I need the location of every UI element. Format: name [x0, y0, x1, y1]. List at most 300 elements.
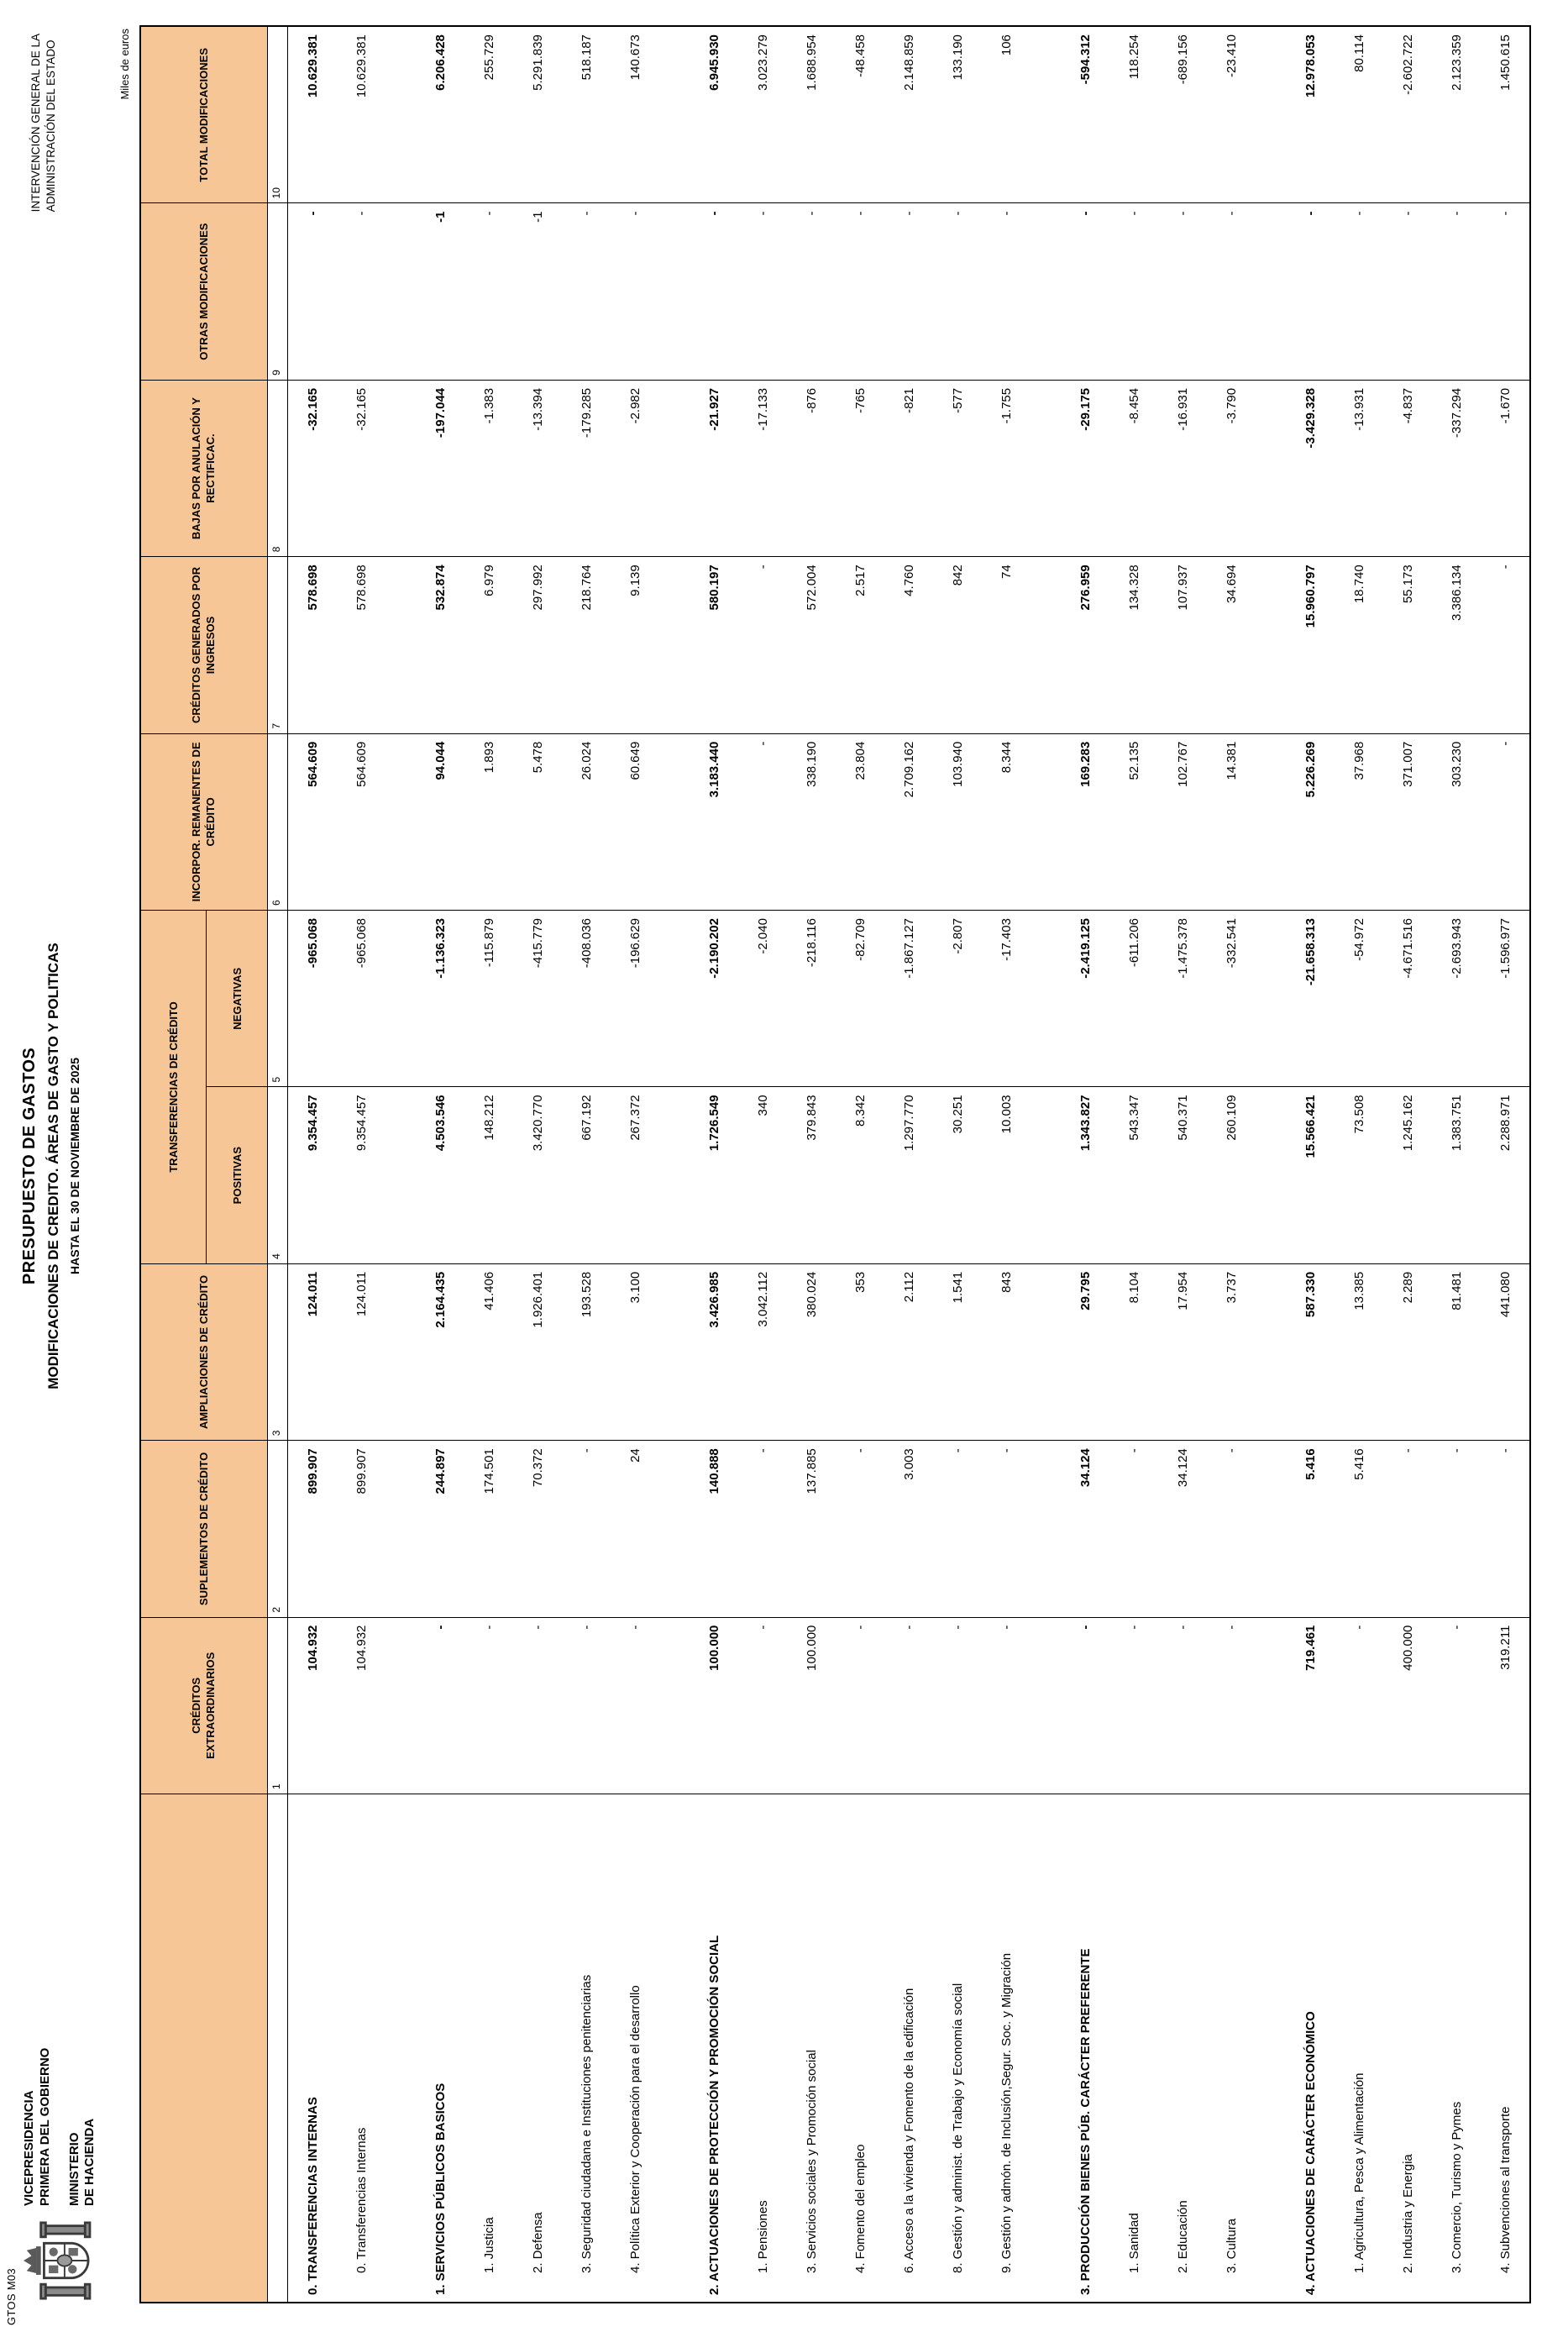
value-cell: -415.779 [513, 911, 562, 1087]
value-cell: 2.288.971 [1481, 1087, 1529, 1263]
value-cell: 441.080 [1481, 1264, 1529, 1441]
header-cell: BAJAS POR ANULACIÓN Y RECTIFICAC. [141, 381, 267, 557]
value-cell: 3.100 [611, 1264, 659, 1441]
value-cell: - [1207, 203, 1256, 380]
row-label: 3. Servicios sociales y Promoción social [804, 2050, 819, 2273]
value-cell: 9.354.457 [288, 1087, 337, 1263]
value-cell: - [1109, 203, 1158, 380]
value-cell: -3.429.328 [1286, 381, 1335, 557]
value-cell: 94.044 [416, 734, 464, 911]
table-row [562, 27, 611, 2302]
agency-line: ADMINISTRACIÓN DEL ESTADO [45, 39, 58, 213]
value-cell: 29.795 [1061, 1264, 1109, 1441]
column-number: 6 [268, 734, 287, 911]
value-cell: 338.190 [787, 734, 836, 911]
value-cell: -196.629 [611, 911, 659, 1087]
value-cell: -13.394 [513, 381, 562, 557]
value-cell: -2.807 [933, 911, 982, 1087]
value-cell: -8.454 [1109, 381, 1158, 557]
value-cell: - [884, 1618, 933, 1794]
table-row [1158, 27, 1207, 2302]
value-cell: 140.673 [611, 27, 659, 203]
value-cell: 14.381 [1207, 734, 1256, 911]
value-cell: - [1207, 1441, 1256, 1617]
value-cell: -876 [787, 381, 836, 557]
value-cell: -32.165 [337, 381, 385, 557]
row-label: 3. Comercio, Turismo y Pymes [1449, 2101, 1464, 2273]
header-cell: AMPLIACIONES DE CRÉDITO [141, 1264, 267, 1441]
row-label: 2. Defensa [530, 2212, 545, 2273]
title-line-1: PRESUPUESTO DE GASTOS [20, 1047, 39, 1285]
value-cell: 106 [982, 27, 1030, 203]
value-cell: 12.978.053 [1286, 27, 1335, 203]
value-cell: - [836, 203, 884, 380]
table-row [416, 27, 464, 2302]
value-cell: -2.419.125 [1061, 911, 1109, 1087]
value-cell: - [464, 203, 513, 380]
value-cell: - [513, 1618, 562, 1794]
value-cell: - [1109, 1618, 1158, 1794]
value-cell: 118.254 [1109, 27, 1158, 203]
value-cell: 41.406 [464, 1264, 513, 1441]
value-cell: -689.156 [1158, 27, 1207, 203]
column-number [268, 1794, 287, 2302]
row-label: 3. Cultura [1224, 2218, 1239, 2273]
value-cell: -1 [513, 203, 562, 380]
table-row [1109, 27, 1158, 2302]
value-cell: - [982, 1618, 1030, 1794]
value-cell: -54.972 [1335, 911, 1383, 1087]
value-cell: -23.410 [1207, 27, 1256, 203]
value-cell: 10.003 [982, 1087, 1030, 1263]
value-cell: 572.004 [787, 557, 836, 733]
value-cell: 2.289 [1383, 1264, 1432, 1441]
value-cell: 30.251 [933, 1087, 982, 1263]
value-cell: 564.609 [288, 734, 337, 911]
table-row [1207, 27, 1256, 2302]
value-cell: 1.343.827 [1061, 1087, 1109, 1263]
value-cell: - [738, 557, 787, 733]
value-cell: 100.000 [690, 1618, 738, 1794]
value-cell: 9.354.457 [337, 1087, 385, 1263]
value-cell: -1.383 [464, 381, 513, 557]
table-body [288, 27, 1529, 2302]
document-title [20, 0, 81, 2332]
value-cell: - [464, 1618, 513, 1794]
value-cell: - [1158, 1618, 1207, 1794]
value-cell: - [1432, 203, 1481, 380]
value-cell: 133.190 [933, 27, 982, 203]
value-cell: 73.508 [1335, 1087, 1383, 1263]
value-cell: -29.175 [1061, 381, 1109, 557]
table-row [611, 27, 659, 2302]
value-cell: 13.385 [1335, 1264, 1383, 1441]
row-label: 3. Seguridad ciudadana e Instituciones penitenciarias [579, 1974, 594, 2273]
value-cell: 60.649 [611, 734, 659, 911]
value-cell: 4.760 [884, 557, 933, 733]
value-cell: 102.767 [1158, 734, 1207, 911]
value-cell: -4.837 [1383, 381, 1432, 557]
value-cell: - [982, 1441, 1030, 1617]
row-label: 0. TRANSFERENCIAS INTERNAS [305, 2097, 320, 2295]
value-cell: -2.982 [611, 381, 659, 557]
value-cell: 3.420.770 [513, 1087, 562, 1263]
value-cell: 2.164.435 [416, 1264, 464, 1441]
value-cell: 353 [836, 1264, 884, 1441]
value-cell: -4.671.516 [1383, 911, 1432, 1087]
value-cell: - [1383, 1441, 1432, 1617]
row-label: 4. Fomento del empleo [852, 2144, 868, 2273]
value-cell: -965.068 [337, 911, 385, 1087]
value-cell: - [562, 1618, 611, 1794]
table-row [513, 27, 562, 2302]
column-number: 2 [268, 1441, 287, 1617]
row-label: 2. ACTUACIONES DE PROTECCIÓN Y PROMOCIÓN SOCIAL [706, 1935, 721, 2295]
value-cell: -1.867.127 [884, 911, 933, 1087]
value-cell: 2.517 [836, 557, 884, 733]
value-cell: -32.165 [288, 381, 337, 557]
value-cell: - [738, 203, 787, 380]
table-row [787, 27, 836, 2302]
value-cell: 5.226.269 [1286, 734, 1335, 911]
value-cell: -1.136.323 [416, 911, 464, 1087]
value-cell: 1.541 [933, 1264, 982, 1441]
value-cell: 1.450.615 [1481, 27, 1529, 203]
budget-table [139, 25, 1531, 2303]
table-row [1335, 27, 1383, 2302]
agency-name [29, 34, 59, 212]
value-cell: - [1109, 1441, 1158, 1617]
ministry-line: PRIMERA DEL GOBIERNO [37, 2047, 52, 2206]
value-cell: 1.245.162 [1383, 1087, 1432, 1263]
table-row [1061, 27, 1109, 2302]
value-cell: -1.596.977 [1481, 911, 1529, 1087]
value-cell: 6.945.930 [690, 27, 738, 203]
value-cell: 70.372 [513, 1441, 562, 1617]
value-cell: 107.937 [1158, 557, 1207, 733]
value-cell: 2.123.359 [1432, 27, 1481, 203]
value-cell: 400.000 [1383, 1618, 1432, 1794]
value-cell: 37.968 [1335, 734, 1383, 911]
value-cell: - [1286, 203, 1335, 380]
value-cell: 899.907 [288, 1441, 337, 1617]
value-cell: -332.541 [1207, 911, 1256, 1087]
value-cell: 1.726.549 [690, 1087, 738, 1263]
row-label: 8. Gestión y administ. de Trabajo y Economía social [950, 1983, 965, 2273]
row-label: 4. Política Exterior y Cooperación para el desarrollo [627, 1985, 642, 2273]
value-cell: -218.116 [787, 911, 836, 1087]
section-gap-row [1030, 27, 1061, 2302]
value-cell: 1.926.401 [513, 1264, 562, 1441]
value-cell: - [1481, 734, 1529, 911]
value-cell: -577 [933, 381, 982, 557]
ministry-line: VICEPRESIDENCIA [22, 2090, 36, 2206]
value-cell: 319.211 [1481, 1618, 1529, 1794]
table-row [884, 27, 933, 2302]
value-cell: -1.475.378 [1158, 911, 1207, 1087]
value-cell: 6.979 [464, 557, 513, 733]
value-cell: 518.187 [562, 27, 611, 203]
value-cell: 667.192 [562, 1087, 611, 1263]
table-row [738, 27, 787, 2302]
value-cell: -965.068 [288, 911, 337, 1087]
value-cell: -594.312 [1061, 27, 1109, 203]
section-gap-row [385, 27, 416, 2302]
row-label: 4. ACTUACIONES DE CARÁCTER ECONÓMICO [1303, 2011, 1318, 2295]
value-cell: 80.114 [1335, 27, 1383, 203]
value-cell: 4.503.546 [416, 1087, 464, 1263]
value-cell: 26.024 [562, 734, 611, 911]
title-line-3: HASTA EL 30 DE NOVIEMBRE DE 2025 [68, 1057, 81, 1275]
table-row [836, 27, 884, 2302]
value-cell: 24 [611, 1441, 659, 1617]
row-label: 6. Acceso a la vivienda y Fomento de la edificación [901, 1988, 916, 2273]
table-row [337, 27, 385, 2302]
value-cell: 104.932 [337, 1618, 385, 1794]
value-cell: 1.297.770 [884, 1087, 933, 1263]
row-label: 2. Industria y Energia [1400, 2154, 1415, 2273]
value-cell: 169.283 [1061, 734, 1109, 911]
header-cell: OTRAS MODIFICACIONES [141, 203, 267, 380]
value-cell: 260.109 [1207, 1087, 1256, 1263]
value-cell: -115.879 [464, 911, 513, 1087]
value-cell: 371.007 [1383, 734, 1432, 911]
value-cell: - [982, 203, 1030, 380]
value-cell: 15.566.421 [1286, 1087, 1335, 1263]
value-cell: 379.843 [787, 1087, 836, 1263]
value-cell: -765 [836, 381, 884, 557]
row-label: 9. Gestión y admón. de Inclusión,Segur. Soc. y Migración [999, 1952, 1014, 2273]
column-number: 9 [268, 203, 287, 380]
header-cell: INCORPOR. REMANENTES DE CRÉDITO [141, 734, 267, 911]
value-cell: - [836, 1618, 884, 1794]
value-cell: 103.940 [933, 734, 982, 911]
value-cell: 1.688.954 [787, 27, 836, 203]
value-cell: - [1158, 203, 1207, 380]
value-cell: - [337, 203, 385, 380]
value-cell: - [1335, 1618, 1383, 1794]
value-cell: 3.023.279 [738, 27, 787, 203]
value-cell: 255.729 [464, 27, 513, 203]
value-cell: - [1061, 203, 1109, 380]
row-label: 0. Transferencias Internas [354, 2127, 369, 2273]
value-cell: 578.698 [337, 557, 385, 733]
value-cell: 899.907 [337, 1441, 385, 1617]
value-cell: 303.230 [1432, 734, 1481, 911]
header-cell: SUPLEMENTOS DE CRÉDITO [141, 1441, 267, 1617]
value-cell: 5.416 [1335, 1441, 1383, 1617]
value-cell: 842 [933, 557, 982, 733]
value-cell: 18.740 [1335, 557, 1383, 733]
value-cell: -337.294 [1432, 381, 1481, 557]
value-cell: 1.383.751 [1432, 1087, 1481, 1263]
ministry-line: DE HACIENDA [82, 2118, 97, 2206]
value-cell: - [933, 203, 982, 380]
row-label: 1. Justicia [481, 2217, 496, 2273]
value-cell: - [836, 1441, 884, 1617]
section-gap-row [659, 27, 690, 2302]
value-cell: 104.932 [288, 1618, 337, 1794]
row-label: 3. PRODUCCIÓN BIENES PÚB. CARÁCTER PREFERENTE [1078, 1948, 1093, 2295]
value-cell: - [1432, 1618, 1481, 1794]
value-cell: 564.609 [337, 734, 385, 911]
value-cell: 74 [982, 557, 1030, 733]
value-cell: 3.003 [884, 1441, 933, 1617]
value-cell: -821 [884, 381, 933, 557]
value-cell: -16.931 [1158, 381, 1207, 557]
value-cell: 34.124 [1061, 1441, 1109, 1617]
column-number: 10 [268, 27, 287, 203]
column-number: 8 [268, 381, 287, 557]
value-cell: -408.036 [562, 911, 611, 1087]
header-subcell-positivas: POSITIVAS [230, 1146, 244, 1205]
value-cell: 3.183.440 [690, 734, 738, 911]
table-row [982, 27, 1030, 2302]
value-cell: - [1432, 1441, 1481, 1617]
value-cell: 719.461 [1286, 1618, 1335, 1794]
value-cell: 3.042.112 [738, 1264, 787, 1441]
value-cell: -17.403 [982, 911, 1030, 1087]
value-cell: 17.954 [1158, 1264, 1207, 1441]
table-row [464, 27, 513, 2302]
value-cell: -1 [416, 203, 464, 380]
value-cell: 532.874 [416, 557, 464, 733]
table-row [1432, 27, 1481, 2302]
header-cell: CRÉDITOS EXTRAORDINARIOS [141, 1618, 267, 1794]
row-label: 2. Educación [1175, 2200, 1190, 2273]
table-row [1383, 27, 1432, 2302]
value-cell: -2.040 [738, 911, 787, 1087]
row-label: 1. SERVICIOS PÚBLICOS BASICOS [433, 2083, 448, 2295]
value-cell: 843 [982, 1264, 1030, 1441]
value-cell: 8.344 [982, 734, 1030, 911]
value-cell: - [1481, 1441, 1529, 1617]
row-label: 4. Subvenciones al transporte [1497, 2106, 1513, 2273]
value-cell: -48.458 [836, 27, 884, 203]
ministry-line: MINISTERIO [66, 2132, 81, 2206]
value-cell: - [416, 1618, 464, 1794]
value-cell: 15.960.797 [1286, 557, 1335, 733]
table-header [141, 27, 267, 2302]
agency-line: INTERVENCIÓN GENERAL DE LA [29, 34, 42, 213]
value-cell: 2.709.162 [884, 734, 933, 911]
unit-label: Miles de euros [118, 29, 131, 100]
value-cell: - [1481, 557, 1529, 733]
header-group-label: TRANSFERENCIAS DE CRÉDITO [141, 911, 207, 1263]
value-cell: -1.670 [1481, 381, 1529, 557]
value-cell: 140.888 [690, 1441, 738, 1617]
value-cell: 134.328 [1109, 557, 1158, 733]
value-cell: 34.694 [1207, 557, 1256, 733]
table-row [690, 27, 738, 2302]
value-cell: - [690, 203, 738, 380]
value-cell: 81.481 [1432, 1264, 1481, 1441]
table-row [933, 27, 982, 2302]
header-cell-transferencias [141, 911, 267, 1264]
value-cell: -1.755 [982, 381, 1030, 557]
column-number: 7 [268, 557, 287, 733]
value-cell: 380.024 [787, 1264, 836, 1441]
value-cell: 276.959 [1061, 557, 1109, 733]
table-row [1286, 27, 1335, 2302]
value-cell: 3.737 [1207, 1264, 1256, 1441]
row-label: 1. Agricultura, Pesca y Alimentación [1351, 2072, 1366, 2273]
value-cell: - [787, 203, 836, 380]
column-number-row [267, 27, 288, 2302]
value-cell: 174.501 [464, 1441, 513, 1617]
value-cell: 1.893 [464, 734, 513, 911]
value-cell: -21.658.313 [1286, 911, 1335, 1087]
value-cell: 100.000 [787, 1618, 836, 1794]
column-number: 1 [268, 1618, 287, 1794]
value-cell: - [1383, 203, 1432, 380]
value-cell: 148.212 [464, 1087, 513, 1263]
header-subcell-negativas: NEGATIVAS [207, 911, 267, 1087]
value-cell: 5.478 [513, 734, 562, 911]
value-cell: 3.426.985 [690, 1264, 738, 1441]
header-cell: TOTAL MODIFICACIONES [141, 27, 267, 203]
table-row [1481, 27, 1529, 2302]
value-cell: -179.285 [562, 381, 611, 557]
value-cell: - [738, 1441, 787, 1617]
value-cell: 5.416 [1286, 1441, 1335, 1617]
value-cell: 297.992 [513, 557, 562, 733]
value-cell: - [562, 203, 611, 380]
value-cell: 578.698 [288, 557, 337, 733]
value-cell: 6.206.428 [416, 27, 464, 203]
value-cell: -17.133 [738, 381, 787, 557]
value-cell: - [738, 1618, 787, 1794]
value-cell: - [1335, 203, 1383, 380]
value-cell: 124.011 [288, 1264, 337, 1441]
value-cell: 580.197 [690, 557, 738, 733]
value-cell: -3.790 [1207, 381, 1256, 557]
value-cell: 540.371 [1158, 1087, 1207, 1263]
row-label: 1. Sanidad [1126, 2213, 1141, 2273]
value-cell: 3.386.134 [1432, 557, 1481, 733]
column-number: 3 [268, 1264, 287, 1441]
value-cell: 267.372 [611, 1087, 659, 1263]
value-cell: 2.148.859 [884, 27, 933, 203]
value-cell: - [562, 1441, 611, 1617]
value-cell: 52.135 [1109, 734, 1158, 911]
value-cell: -21.927 [690, 381, 738, 557]
form-code: GTOS M03 [5, 2268, 18, 2325]
value-cell: - [611, 203, 659, 380]
header-cell-areas [141, 1794, 267, 2302]
column-number: 5 [268, 911, 287, 1087]
row-label: 1. Pensiones [755, 2200, 770, 2273]
title-line-2: MODIFICACIONES DE CREDITO. ÁREAS DE GASTO Y POLITICAS [45, 943, 61, 1389]
value-cell: - [933, 1441, 982, 1617]
header-cell: CRÉDITOS GENERADOS POR INGRESOS [141, 557, 267, 733]
value-cell: 8.342 [836, 1087, 884, 1263]
value-cell: 10.629.381 [288, 27, 337, 203]
value-cell: 340 [738, 1087, 787, 1263]
value-cell: 23.804 [836, 734, 884, 911]
value-cell: 10.629.381 [337, 27, 385, 203]
value-cell: 34.124 [1158, 1441, 1207, 1617]
value-cell: 9.139 [611, 557, 659, 733]
value-cell: - [1481, 203, 1529, 380]
value-cell: -13.931 [1335, 381, 1383, 557]
column-number: 4 [268, 1087, 287, 1263]
value-cell: -197.044 [416, 381, 464, 557]
value-cell: - [611, 1618, 659, 1794]
value-cell: 55.173 [1383, 557, 1432, 733]
value-cell: 2.112 [884, 1264, 933, 1441]
value-cell: - [933, 1618, 982, 1794]
